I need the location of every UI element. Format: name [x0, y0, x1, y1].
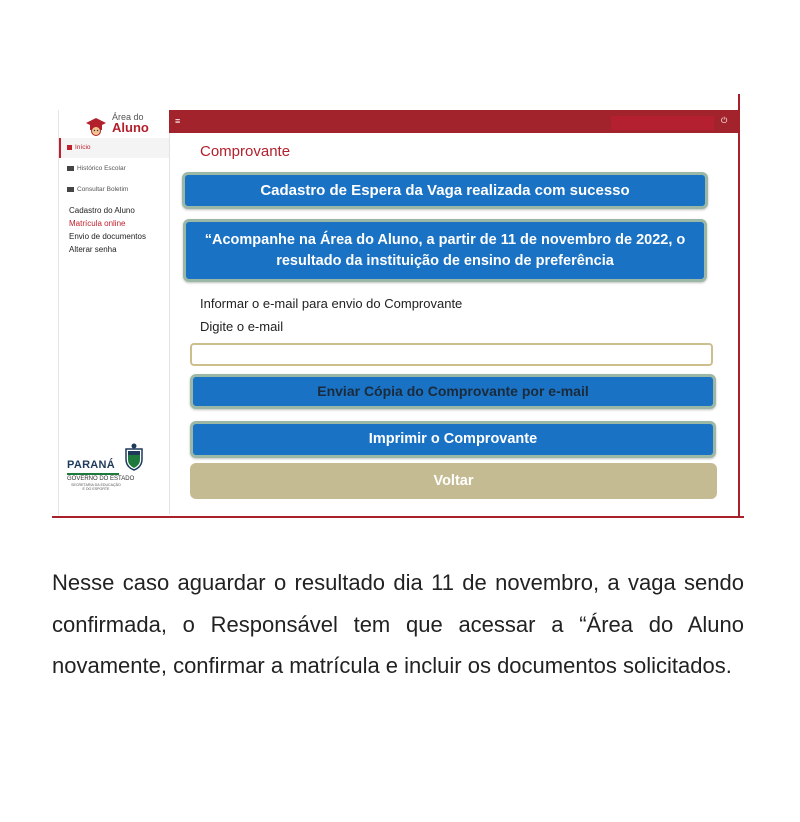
success-banner: Cadastro de Espera da Vaga realizada com sucesso [182, 172, 708, 209]
logo-line1: Área do [112, 112, 144, 122]
secretaria-text: SECRETARIA DA EDUCAÇÃO E DO ESPORTE [71, 483, 121, 491]
subitem-matricula-online[interactable]: Matrícula online [69, 219, 126, 228]
email-info-label: Informar o e-mail para envio do Comprovante [200, 296, 463, 311]
sidebar-item-label: Consultar Boletim [77, 186, 129, 193]
caption-paragraph: Nesse caso aguardar o resultado dia 11 de novembro, a vaga sendo confirmada, o Responsável tem que acessar a “Área do Aluno novamente, confirmar a matrícula e incluir os documentos solicitados. [52, 570, 744, 678]
email-prompt-label: Digite o e-mail [200, 319, 284, 334]
logo-line2: Aluno [112, 120, 149, 135]
graduation-cap-icon [85, 116, 107, 136]
area-do-aluno-logo[interactable] [85, 112, 165, 138]
notice-banner: “Acompanhe na Área do Aluno, a partir de 11 de novembro de 2022, o resultado da instituição de ensino de preferência [183, 219, 707, 282]
sidebar-item-historico-escolar[interactable] [67, 164, 126, 174]
page-title: Comprovante [200, 143, 291, 160]
print-receipt-button[interactable]: Imprimir o Comprovante [190, 421, 716, 458]
back-button[interactable]: Voltar [190, 463, 717, 499]
hamburger-icon[interactable]: ≡ [175, 116, 181, 126]
top-navigation-bar [169, 110, 738, 133]
sidebar-item-consultar-boletim[interactable] [67, 185, 128, 195]
power-icon[interactable]: ⏻ [721, 116, 728, 125]
send-copy-by-email-button[interactable]: Enviar Cópia do Comprovante por e-mail [190, 374, 716, 409]
subitem-cadastro-do-aluno[interactable]: Cadastro do Aluno [69, 206, 135, 215]
grid-icon [67, 187, 74, 192]
parana-wordmark: PARANÁ [67, 459, 116, 471]
parana-government-logo [65, 443, 165, 493]
parana-crest-icon [123, 443, 145, 471]
sidebar [59, 110, 170, 514]
sidebar-item-label: Início [75, 144, 91, 151]
governo-do-estado-text: GOVERNO DO ESTADO [67, 476, 135, 482]
email-input[interactable] [190, 343, 713, 366]
parana-divider [67, 473, 119, 475]
sidebar-item-inicio[interactable] [67, 143, 91, 153]
subitem-envio-de-documentos[interactable]: Envio de documentos [69, 232, 146, 241]
sidebar-item-label: Histórico Escolar [77, 165, 126, 172]
user-menu[interactable] [611, 116, 714, 130]
frame-right-border [738, 94, 740, 518]
home-icon [67, 145, 72, 150]
subitem-alterar-senha[interactable]: Alterar senha [69, 245, 117, 254]
frame-bottom-border [52, 516, 744, 518]
folder-icon [67, 166, 74, 171]
